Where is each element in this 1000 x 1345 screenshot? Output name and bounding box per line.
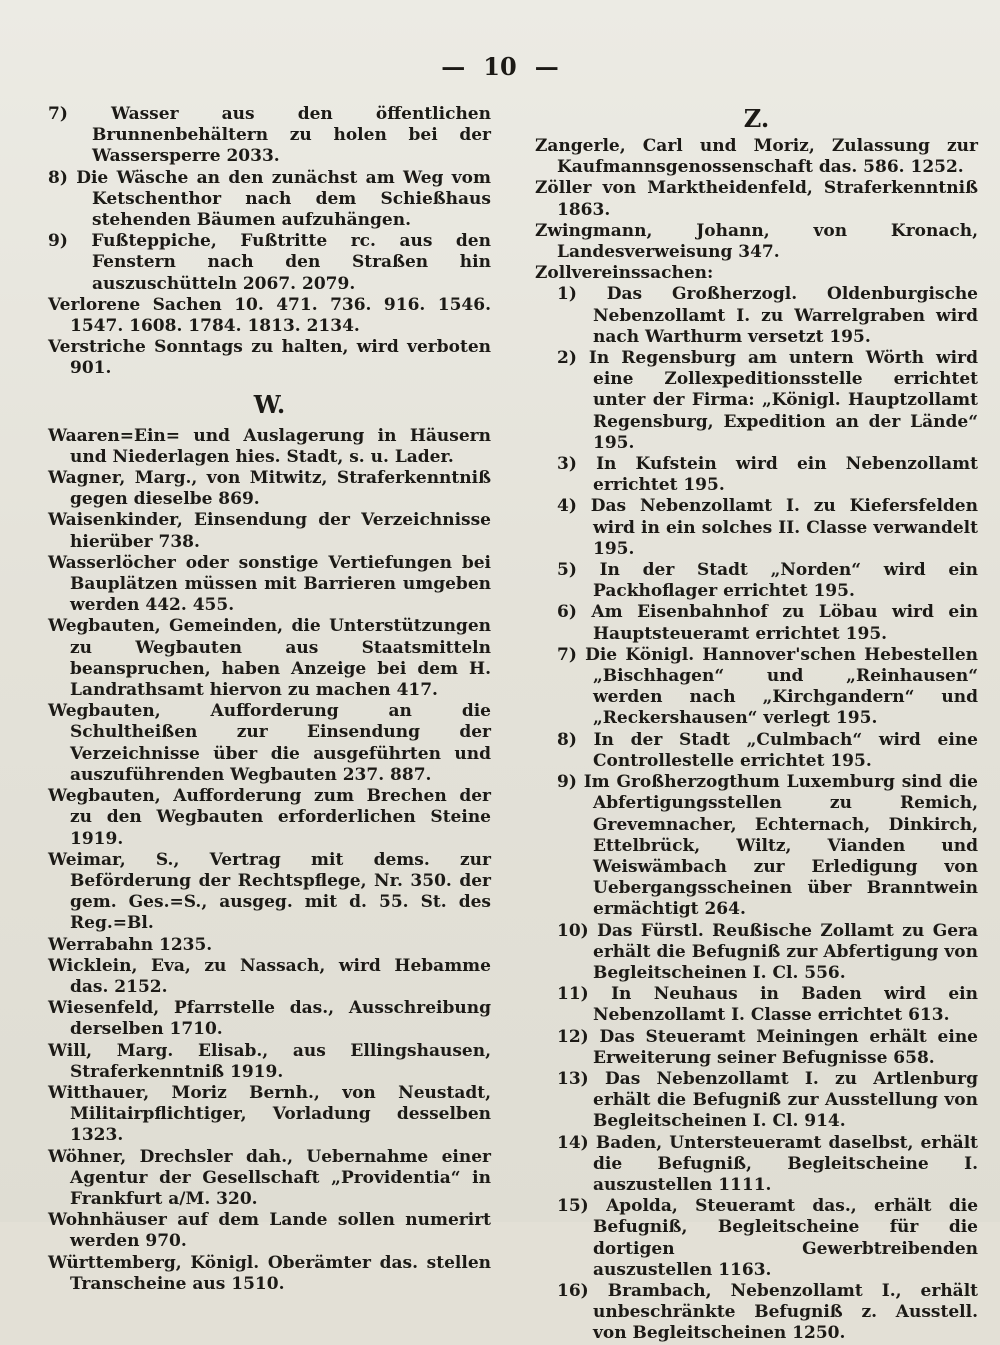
- index-entry: Wagner, Marg., von Mitwitz, Straferkenntniß gegen dieselbe 869.: [48, 468, 491, 510]
- list-item: [535, 560, 978, 602]
- index-entry: Waisenkinder, Einsendung der Verzeichnisse hierüber 738.: [48, 510, 491, 552]
- header-dash-left: —: [441, 51, 466, 81]
- list-item: [535, 772, 978, 920]
- list-item-text: Das Steueramt Meiningen erhält eine Erweiterung seiner Befugnisse 658.: [593, 1026, 978, 1068]
- index-entry: Wegbauten, Aufforderung an die Schultheißen zur Einsendung der Verzeichnisse über die ausgeführten und auszuführenden Wegbauten 237. 887.: [48, 701, 491, 785]
- list-item-number: 2): [557, 348, 577, 369]
- list-item-number: 6): [557, 602, 577, 623]
- list-item-number: 1): [557, 284, 577, 305]
- list-item-text: In der Stadt „Culmbach“ wird eine Controllestelle errichtet 195.: [593, 729, 978, 771]
- list-item-text: Das Großherzogl. Oldenburgische Nebenzollamt I. zu Warrelgraben wird nach Warthurm versetzt 195.: [593, 284, 978, 347]
- index-entry: Württemberg, Königl. Oberämter das. stellen Transcheine aus 1510.: [48, 1252, 491, 1294]
- list-item: [535, 645, 978, 730]
- list-item-number: 4): [557, 496, 577, 517]
- list-item: [535, 1133, 978, 1197]
- list-item: 9) Fußteppiche, Fußtritte rc. aus den Fenstern nach den Straßen hin auszuschütteln 2067. 2079.: [48, 231, 491, 294]
- index-entry: Wohnhäuser auf dem Lande sollen numerirt werden 970.: [48, 1210, 491, 1252]
- list-item-text: Das Fürstl. Reußische Zollamt zu Gera erhält die Befugniß zur Abfertigung von Begleitscheinen I. Cl. 556.: [593, 920, 979, 983]
- list-item-text: Das Nebenzollamt I. zu Kiefersfelden wird in ein solches II. Classe verwandelt 195.: [590, 496, 978, 559]
- list-item-text: Brambach, Nebenzollamt I., erhält unbeschränkte Befugniß z. Ausstell. von Begleitscheinen 1250.: [593, 1280, 979, 1344]
- list-item: [535, 454, 978, 496]
- list-item: [535, 602, 978, 644]
- list-item-number: 5): [557, 560, 577, 581]
- list-item-text: Die Königl. Hannover'schen Hebestellen „Bischhagen“ und „Reinhausen“ werden nach „Kirchgandern“ und „Reckershausen“ verlegt 195.: [585, 644, 978, 729]
- list-item-text: Baden, Untersteueramt daselbst, erhält die Befugniß, Begleitscheine I. auszustellen 1111.: [593, 1132, 979, 1195]
- index-entry: Wegbauten, Gemeinden, die Unterstützungen zu Wegbauten aus Staatsmitteln beanspruchen, haben Anzeige bei dem H. Landrathsamt hiervon zu machen 417.: [48, 616, 491, 701]
- list-item-number: 8): [557, 729, 577, 750]
- list-item: [535, 1069, 978, 1133]
- list-item-number: 11): [557, 984, 589, 1005]
- list-item: [535, 984, 978, 1026]
- list-item-number: 15): [557, 1196, 589, 1217]
- list-item-number: 12): [557, 1026, 589, 1047]
- index-entry: Wiesenfeld, Pfarrstelle das., Ausschreibung derselben 1710.: [48, 998, 491, 1040]
- list-item-text: Das Nebenzollamt I. zu Artlenburg erhält die Befugniß zur Ausstellung von Begleitscheinen I. Cl. 914.: [593, 1068, 978, 1132]
- index-entry: Wöhner, Drechsler dah., Uebernahme einer Agentur der Gesellschaft „Providentia“ in Frankfurt a/M. 320.: [48, 1146, 491, 1209]
- list-item-text: Apolda, Steueramt das., erhält die Befugniß, Begleitscheine für die dortigen Gewerbtreibenden auszustellen 1163.: [593, 1196, 979, 1280]
- page-number: 10: [483, 51, 517, 81]
- list-item-text: In Neuhaus in Baden wird ein Nebenzollamt I. Classe errichtet 613.: [593, 984, 978, 1026]
- list-item-number: 7): [557, 644, 577, 665]
- index-entry: Wicklein, Eva, zu Nassach, wird Hebamme das. 2152.: [48, 955, 491, 997]
- list-item: [535, 496, 978, 560]
- list-item: 7) Wasser aus den öffentlichen Brunnenbehältern zu holen bei der Wassersperre 2033.: [48, 104, 491, 167]
- section-heading-z: Z.: [743, 104, 770, 133]
- list-item: [535, 1027, 978, 1069]
- index-entry: Verlorene Sachen 10. 471. 736. 916. 1546. 1547. 1608. 1784. 1813. 2134.: [48, 294, 491, 337]
- index-entry: Wasserlöcher oder sonstige Vertiefungen bei Bauplätzen müssen mit Barrieren umgeben werden 442. 455.: [48, 552, 491, 616]
- index-entry: Zöller von Marktheidenfeld, Straferkenntniß 1863.: [535, 178, 978, 220]
- list-item: [535, 348, 978, 454]
- right-column: [513, 104, 978, 1345]
- list-item-number: 10): [557, 920, 589, 941]
- index-entry: Will, Marg. Elisab., aus Ellingshausen, Straferkenntniß 1919.: [48, 1040, 491, 1082]
- page-header: [0, 46, 1000, 86]
- index-entry: Witthauer, Moriz Bernh., von Neustadt, Militairpflichtiger, Vorladung desselben 1323.: [48, 1082, 491, 1146]
- list-item-number: 16): [557, 1280, 589, 1301]
- list-item-number: 3): [557, 454, 577, 475]
- index-entry: Zwingmann, Johann, von Kronach, Landesverweisung 347.: [535, 220, 978, 263]
- list-item-text: Im Großherzogthum Luxemburg sind die Abfertigungsstellen zu Remich, Grevemnacher, Echternach, Dinkirch, Ettelbrück, Wiltz, Vianden und Weiswämbach zur Erledigung von Uebergangsscheinen über Branntwein ermächtigt 264.: [583, 772, 978, 920]
- index-entry: Waaren=Ein= und Auslagerung in Häusern und Niederlagen hies. Stadt, s. u. Lader.: [48, 425, 491, 467]
- index-entry: Weimar, S., Vertrag mit dems. zur Beförderung der Rechtspflege, Nr. 350. der gem. Ges.=S., ausgeg. mit d. 55. St. des Reg.=Bl.: [48, 849, 491, 934]
- list-item-number: 9): [557, 772, 577, 793]
- list-item-text: In Kufstein wird ein Nebenzollamt errichtet 195.: [593, 454, 978, 496]
- index-entry: Werrabahn 1235.: [48, 934, 213, 955]
- index-entry: Verstriche Sonntags zu halten, wird verboten 901.: [48, 337, 491, 379]
- list-item-number: 13): [557, 1068, 589, 1089]
- list-item-number: 14): [557, 1132, 589, 1153]
- header-dash-right: —: [534, 51, 559, 81]
- section-heading-w: W.: [253, 389, 286, 419]
- list-item: [535, 730, 978, 772]
- list-item-text: Am Eisenbahnhof zu Löbau wird ein Hauptsteueramt errichtet 195.: [591, 602, 979, 644]
- list-item: [535, 284, 978, 348]
- list-item: [535, 1196, 978, 1281]
- list-item: [535, 921, 978, 985]
- index-entry-zollvereinssachen: Zollvereinssachen:: [535, 263, 714, 284]
- zollverein-list: [535, 284, 978, 1344]
- list-item: 8) Die Wäsche an den zunächst am Weg vom Ketschenthor nach dem Schießhaus stehenden Bäumen aufzuhängen.: [48, 167, 491, 231]
- index-entry: Wegbauten, Aufforderung zum Brechen der zu den Wegbauten erforderlichen Steine 1919.: [48, 786, 491, 849]
- two-column-body: [48, 104, 978, 1345]
- list-item: [535, 1281, 978, 1345]
- left-column: [48, 104, 513, 1345]
- list-item-text: In Regensburg am untern Wörth wird eine Zollexpeditionsstelle errichtet unter der Firma: „Königl. Hauptzollamt Regensburg, Expedition an der Lände“ 195.: [588, 348, 978, 453]
- list-item-text: In der Stadt „Norden“ wird ein Packhoflager errichtet 195.: [593, 560, 978, 602]
- index-entry: Zangerle, Carl und Moriz, Zulassung zur Kaufmannsgenossenschaft das. 586. 1252.: [535, 136, 978, 178]
